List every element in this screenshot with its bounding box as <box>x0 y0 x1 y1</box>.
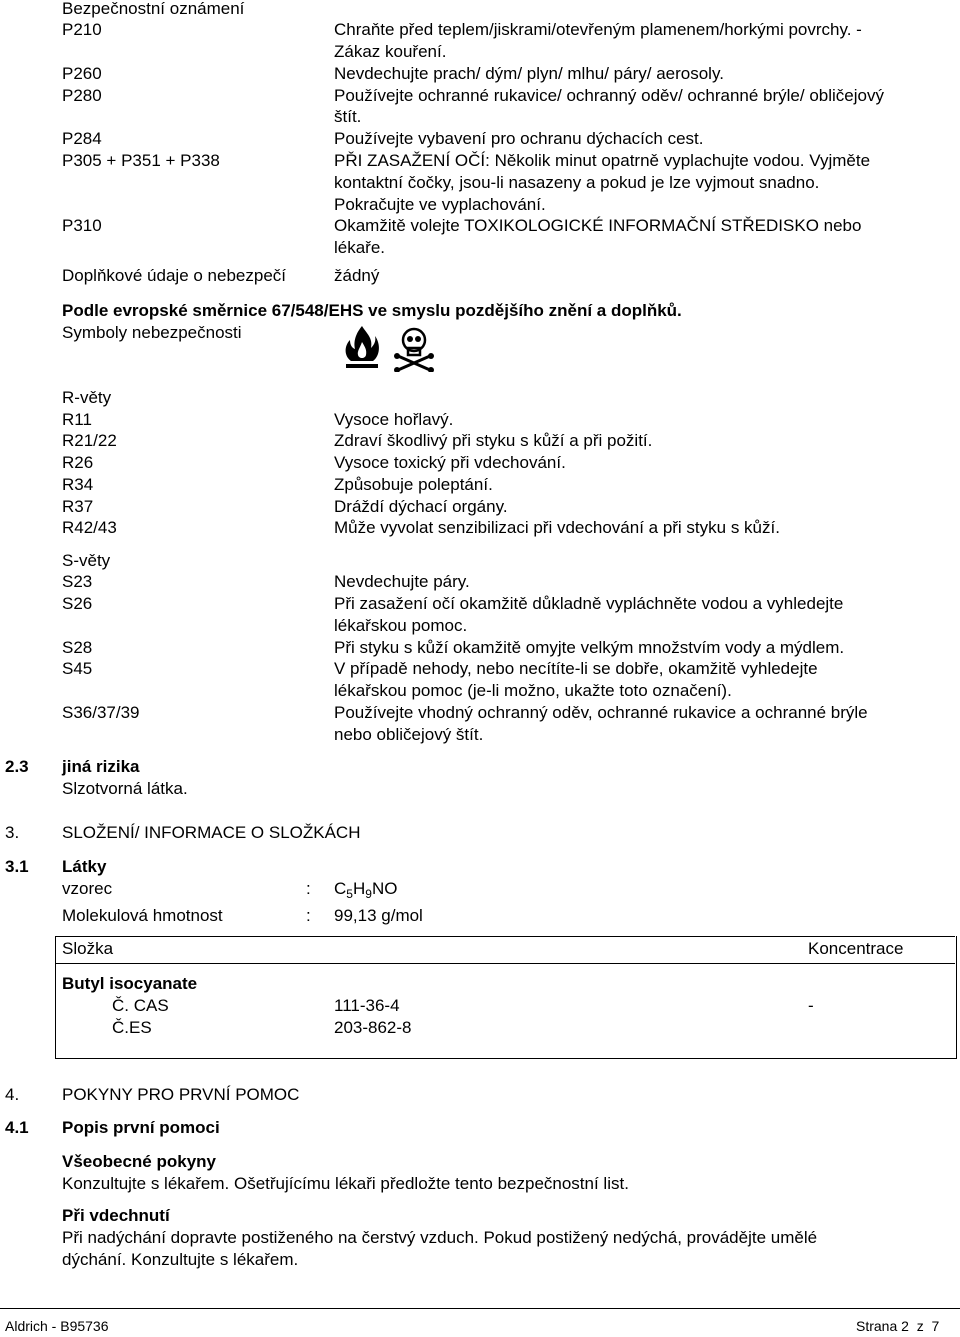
formula-colon: : <box>306 879 311 898</box>
mw-value: 99,13 g/mol <box>334 906 423 925</box>
p-section-heading: Bezpečnostní oznámení <box>62 0 245 18</box>
r-code: R11 <box>62 410 92 429</box>
directive-heading: Podle evropské směrnice 67/548/EHS ve smyslu pozdějšího znění a doplňků. <box>62 301 682 320</box>
cas-value: 111-36-4 <box>334 996 400 1015</box>
p-text: Okamžitě volejte TOXIKOLOGICKÉ INFORMAČNÍ STŘEDISKO nebo <box>334 216 862 235</box>
section-number: 4. <box>5 1085 20 1104</box>
s-text: lékařskou pomoc. <box>334 616 468 635</box>
p-code: P260 <box>62 64 102 83</box>
symbols-label: Symboly nebezpečnosti <box>62 323 242 342</box>
p-text: Používejte vybavení pro ochranu dýchacích cest. <box>334 129 704 148</box>
section-title: SLOŽENÍ/ INFORMACE O SLOŽKÁCH <box>62 823 361 842</box>
p-text: Nevdechujte prach/ dým/ plyn/ mlhu/ páry/ aerosoly. <box>334 64 724 83</box>
r-code: R37 <box>62 497 94 516</box>
p-text: Pokračujte ve vyplachování. <box>334 195 546 214</box>
section-title: jiná rizika <box>62 757 140 776</box>
s-code: S28 <box>62 638 93 657</box>
s-code: S26 <box>62 594 93 613</box>
general-text: Konzultujte s lékařem. Ošetřujícímu lékaři předložte tento bezpečnostní list. <box>62 1174 629 1193</box>
r-text: Může vyvolat senzibilizaci při vdechování a při styku s kůží. <box>334 518 780 537</box>
p-code: P305 + P351 + P338 <box>62 151 220 170</box>
p-text: Zákaz kouření. <box>334 42 447 61</box>
formula-value: $C_5H_9NO$ <box>334 879 398 901</box>
s-text: Při styku s kůží okamžitě omyjte velkým množstvím vody a mýdlem. <box>334 638 845 657</box>
p-text: PŘI ZASAŽENÍ OČÍ: Několik minut opatrně vyplachujte vodou. Vyjměte <box>334 151 871 170</box>
s-text: Používejte vhodný ochranný oděv, ochranné rukavice a ochranné brýle <box>334 703 868 722</box>
footer-page: Strana 2 z 7 <box>856 1318 940 1334</box>
r-text: Vysoce hořlavý. <box>334 410 454 429</box>
s-text: Nevdechujte páry. <box>334 572 470 591</box>
p-code: P310 <box>62 216 102 235</box>
section-title: POKYNY PRO PRVNÍ POMOC <box>62 1085 300 1104</box>
p-code: P280 <box>62 86 102 105</box>
inhalation-text: dýchání. Konzultujte s lékařem. <box>62 1250 299 1269</box>
r-code: R21/22 <box>62 431 117 450</box>
es-value: 203-862-8 <box>334 1018 412 1037</box>
s-text: Při zasažení očí okamžitě důkladně vypláchněte vodou a vyhledejte <box>334 594 844 613</box>
general-title: Všeobecné pokyny <box>62 1152 217 1171</box>
section-number: 2.3 <box>5 757 29 776</box>
r-text: Způsobuje poleptání. <box>334 475 493 494</box>
footer-product: Aldrich - B95736 <box>5 1318 109 1334</box>
s-text: nebo obličejový štít. <box>334 725 484 744</box>
es-label: Č.ES <box>112 1018 152 1037</box>
footer-divider <box>0 1308 960 1309</box>
section-number: 3.1 <box>5 857 29 876</box>
s-text: V případě nehody, nebo necítíte-li se dobře, okamžitě vyhledejte <box>334 659 818 678</box>
s-code: S23 <box>62 572 93 591</box>
mw-label: Molekulová hmotnost <box>62 906 223 925</box>
p-text: štít. <box>334 107 362 126</box>
supplementary-value: žádný <box>334 266 380 285</box>
section-text: Slzotvorná látka. <box>62 779 188 798</box>
flame-hazard-icon <box>340 322 384 372</box>
section-number: 4.1 <box>5 1118 29 1137</box>
s-code: S45 <box>62 659 93 678</box>
column-component: Složka <box>62 939 114 958</box>
r-code: R42/43 <box>62 518 117 537</box>
supplementary-label: Doplňkové údaje o nebezpečí <box>62 266 286 285</box>
concentration-value: - <box>808 996 814 1015</box>
r-code: R34 <box>62 475 94 494</box>
p-text: Používejte ochranné rukavice/ ochranný oděv/ ochranné brýle/ obličejový <box>334 86 884 105</box>
p-text: lékaře. <box>334 238 386 257</box>
s-phrases-heading: S-věty <box>62 551 111 570</box>
formula-label: vzorec <box>62 879 113 898</box>
r-code: R26 <box>62 453 94 472</box>
section-title: Látky <box>62 857 107 876</box>
column-concentration: Koncentrace <box>808 939 904 958</box>
section-title: Popis první pomoci <box>62 1118 220 1137</box>
p-text: kontaktní čočky, jsou-li nasazeny a pokud je lze vyjmout snadno. <box>334 173 820 192</box>
component-name: Butyl isocyanate <box>62 974 198 993</box>
p-code: P284 <box>62 129 102 148</box>
cas-label: Č. CAS <box>112 996 169 1015</box>
r-text: Vysoce toxický při vdechování. <box>334 453 566 472</box>
s-text: lékařskou pomoc (je-li možno, ukažte toto označení). <box>334 681 732 700</box>
p-code: P210 <box>62 20 102 39</box>
r-phrases-heading: R-věty <box>62 388 112 407</box>
section-number: 3. <box>5 823 20 842</box>
p-text: Chraňte před teplem/jiskrami/otevřeným plamenem/horkými povrchy. - <box>334 20 862 39</box>
r-text: Dráždí dýchací orgány. <box>334 497 508 516</box>
skull-crossbones-hazard-icon <box>392 326 436 372</box>
s-code: S36/37/39 <box>62 703 140 722</box>
inhalation-title: Při vdechnutí <box>62 1206 170 1225</box>
inhalation-text: Při nadýchání dopravte postiženého na čerstvý vzduch. Pokud postižený nedýchá, provádějte umělé <box>62 1228 818 1247</box>
mw-colon: : <box>306 906 311 925</box>
r-text: Zdraví škodlivý při styku s kůží a při požití. <box>334 431 653 450</box>
